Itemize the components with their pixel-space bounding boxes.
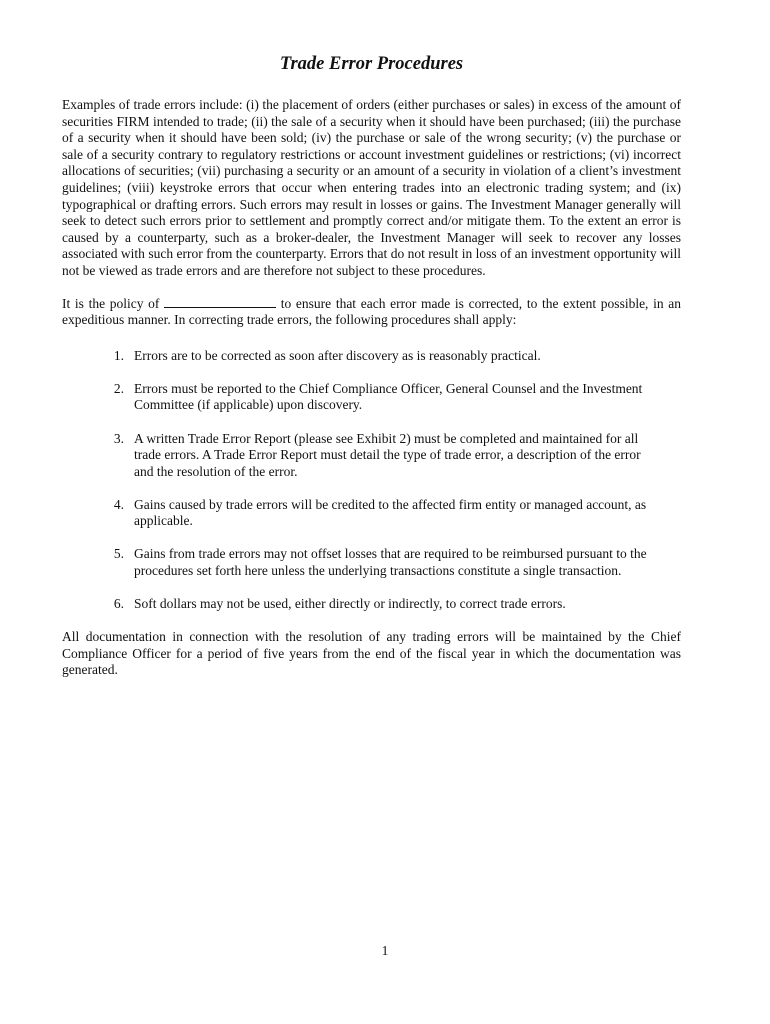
list-item bbox=[62, 596, 681, 613]
list-item-text: A written Trade Error Report (please see Exhibit 2) must be completed and maintained for all trade errors. A Trade Error Report must detail the type of trade error, a description of the error and the resolution of the error. bbox=[134, 430, 641, 479]
policy-paragraph bbox=[62, 296, 681, 329]
list-item-number: 2. bbox=[113, 380, 124, 396]
list-item-text: Errors are to be corrected as soon after discovery as is reasonably practical. bbox=[134, 347, 541, 363]
procedures-list bbox=[62, 348, 681, 613]
list-item-number: 1. bbox=[113, 347, 124, 363]
policy-suffix: to ensure that each error made is corrected, to the extent possible, in an expeditious manner. In correcting trade errors, the following procedures shall apply: bbox=[62, 295, 682, 328]
firm-name-blank[interactable] bbox=[164, 296, 276, 308]
list-item-text: Gains caused by trade errors will be credited to the affected firm entity or managed account, as applicable. bbox=[134, 496, 647, 529]
list-item bbox=[62, 381, 681, 414]
list-item-text: Soft dollars may not be used, either directly or indirectly, to correct trade errors. bbox=[134, 596, 566, 612]
list-item-text: Errors must be reported to the Chief Compliance Officer, General Counsel and the Investment Committee (if applicable) upon discovery. bbox=[134, 380, 643, 413]
list-item-number: 5. bbox=[113, 546, 124, 562]
list-item bbox=[62, 497, 681, 530]
list-item-text: Gains from trade errors may not offset losses that are required to be reimbursed pursuant to the procedures set forth here unless the underlying transactions constitute a single transaction. bbox=[134, 546, 647, 579]
policy-prefix: It is the policy of bbox=[62, 295, 160, 311]
list-item bbox=[62, 546, 681, 579]
list-item bbox=[62, 431, 681, 481]
page-number: 1 bbox=[381, 943, 389, 958]
intro-paragraph: Examples of trade errors include: (i) the placement of orders (either purchases or sales) in excess of the amount of securities FIRM intended to trade; (ii) the sale of a security when it should have been purchased; (iii) the purchase of a security when it should have been sold; (iv) the purchase or sale of the wrong security; (v) the purchase or sale of a security contrary to regulatory restrictions or account investment guidelines or restrictions; (vi) incorrect allocations of securities; (vii) purchasing a security or an amount of a security in violation of a client’s investment guidelines; (viii) keystroke errors that occur when entering trades into an electronic trading system; and (ix) typographical or drafting errors. Such errors may result in losses or gains. The Investment Manager generally will seek to detect such errors prior to settlement and promptly correct and/or mitigate them. To the extent an error is caused by a counterparty, such as a broker-dealer, the Investment Manager will seek to recover any losses associated with such error from the counterparty. Errors that do not result in loss of an investment opportunity will not be viewed as trade errors and are therefore not subject to these procedures. bbox=[62, 97, 681, 278]
closing-paragraph: All documentation in connection with the resolution of any trading errors will be maintained by the Chief Compliance Officer for a period of five years from the end of the fiscal year in which the documentation was generated. bbox=[62, 629, 681, 678]
list-item-number: 4. bbox=[113, 496, 124, 512]
list-item bbox=[62, 348, 681, 365]
document-page bbox=[62, 52, 681, 679]
list-item-number: 6. bbox=[113, 596, 124, 612]
list-item-number: 3. bbox=[113, 430, 124, 446]
document-title: Trade Error Procedures bbox=[279, 54, 464, 74]
